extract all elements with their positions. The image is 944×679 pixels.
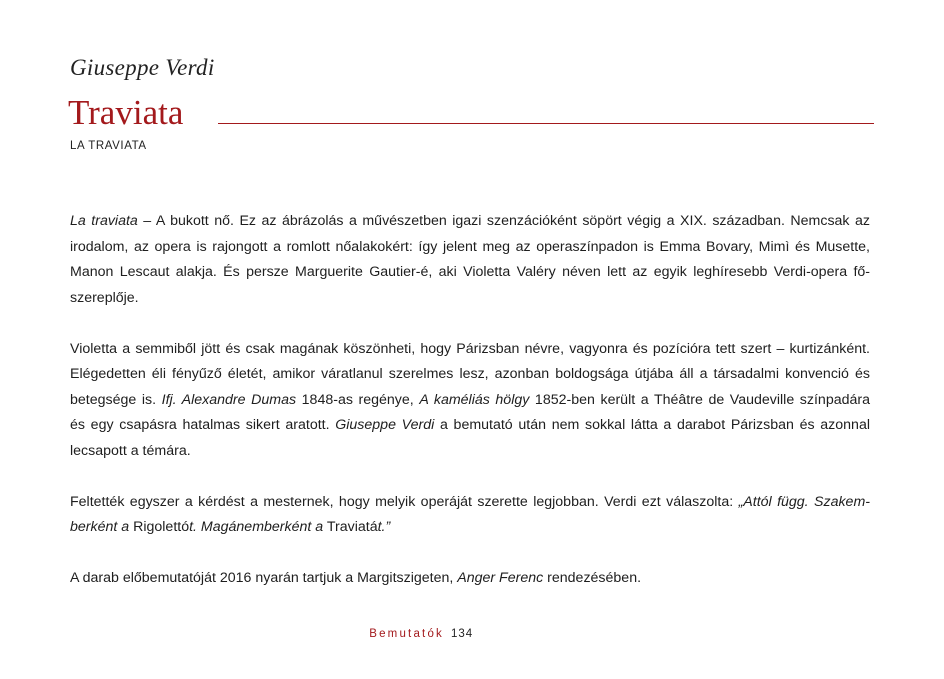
- text-run: Traviatá: [323, 519, 378, 535]
- title-row: [68, 92, 874, 134]
- original-title: LA TRAVIATA: [70, 140, 147, 152]
- italic-text: A kaméliás hölgy: [419, 391, 530, 408]
- text-run: a bemutató után nem sokkal látta a darabot Párizsban és azonnal: [434, 417, 870, 433]
- text-run: Manon Lescaut alakja. És persze Marguerite Gautier-é, aki Violetta Valéry néven lett az egyik leghíresebb Verdi-opera fő-: [70, 264, 870, 280]
- italic-text: „Attól függ. Szakem-: [738, 493, 870, 510]
- italic-text: Giuseppe Verdi: [335, 417, 435, 433]
- text-run: 1852-ben került a Théâtre de Vaudeville színpadára: [529, 391, 871, 408]
- text-line: [70, 439, 870, 465]
- page-number: 134: [451, 628, 474, 640]
- text-line: [70, 490, 870, 516]
- text-run: Rigolettó: [129, 519, 190, 535]
- text-line: [70, 413, 870, 439]
- italic-text: berként a: [70, 519, 130, 535]
- text-line: [70, 566, 870, 592]
- text-run: rendezésében.: [543, 570, 642, 586]
- text-line: [70, 286, 870, 312]
- text-run: Violetta a semmiből jött és csak magának köszönheti, hogy Párizsban névre, vagyonra és pozícióra tett szert – kurtizánként.: [70, 340, 870, 357]
- text-run: Feltették egyszer a kérdést a mesternek, hogy melyik operáját szerette legjobban. Verdi ezt válaszolta:: [70, 493, 739, 510]
- title-divider: [218, 123, 874, 124]
- text-run: Elégedetten éli fényűző életét, amikor váratlanul szerelmes lesz, azonban boldogsága útjába áll a társadalmi konvenció és: [70, 366, 870, 382]
- text-run: 1848-as regénye,: [296, 391, 420, 408]
- text-run: A darab előbemutatóját 2016 nyarán tartjuk a Margitszigeten,: [70, 570, 458, 586]
- text-run: szereplője.: [70, 289, 139, 306]
- italic-text: Anger Ferenc: [457, 570, 544, 586]
- page-title: Traviata: [68, 93, 184, 132]
- paragraph: [70, 490, 870, 541]
- text-line: [70, 388, 870, 414]
- italic-text: Ifj. Alexandre Dumas: [161, 391, 297, 408]
- text-line: [70, 209, 870, 235]
- article-body: [70, 209, 870, 617]
- text-run: lecsapott a témára.: [70, 442, 191, 459]
- page-footer: [0, 628, 944, 646]
- text-run: – A bukott nő. Ez az ábrázolás a művészetben igazi szenzációként söpört végig a XIX. században. Nemcsak az: [137, 213, 871, 229]
- paragraph: [70, 337, 870, 465]
- text-run: betegsége is.: [70, 391, 162, 408]
- italic-text: t.”: [377, 519, 391, 535]
- text-line: [70, 337, 870, 363]
- text-run: irodalom, az opera is rajongott a romlott nőalakokért: így jelent meg az operaszínpadon is Emma Bovary, Mimì és Musette,: [70, 238, 870, 255]
- text-line: [70, 515, 870, 541]
- composer-name: Giuseppe Verdi: [70, 55, 215, 80]
- italic-text: t. Magánemberként a: [189, 519, 324, 535]
- paragraph: [70, 209, 870, 311]
- text-run: és egy csapásra hatalmas sikert aratott.: [70, 417, 336, 433]
- text-line: [70, 362, 870, 388]
- italic-text: La traviata: [70, 213, 138, 229]
- footer-section-label: Bemutatók: [369, 628, 444, 640]
- paragraph: [70, 566, 870, 592]
- text-line: [70, 260, 870, 286]
- text-line: [70, 235, 870, 261]
